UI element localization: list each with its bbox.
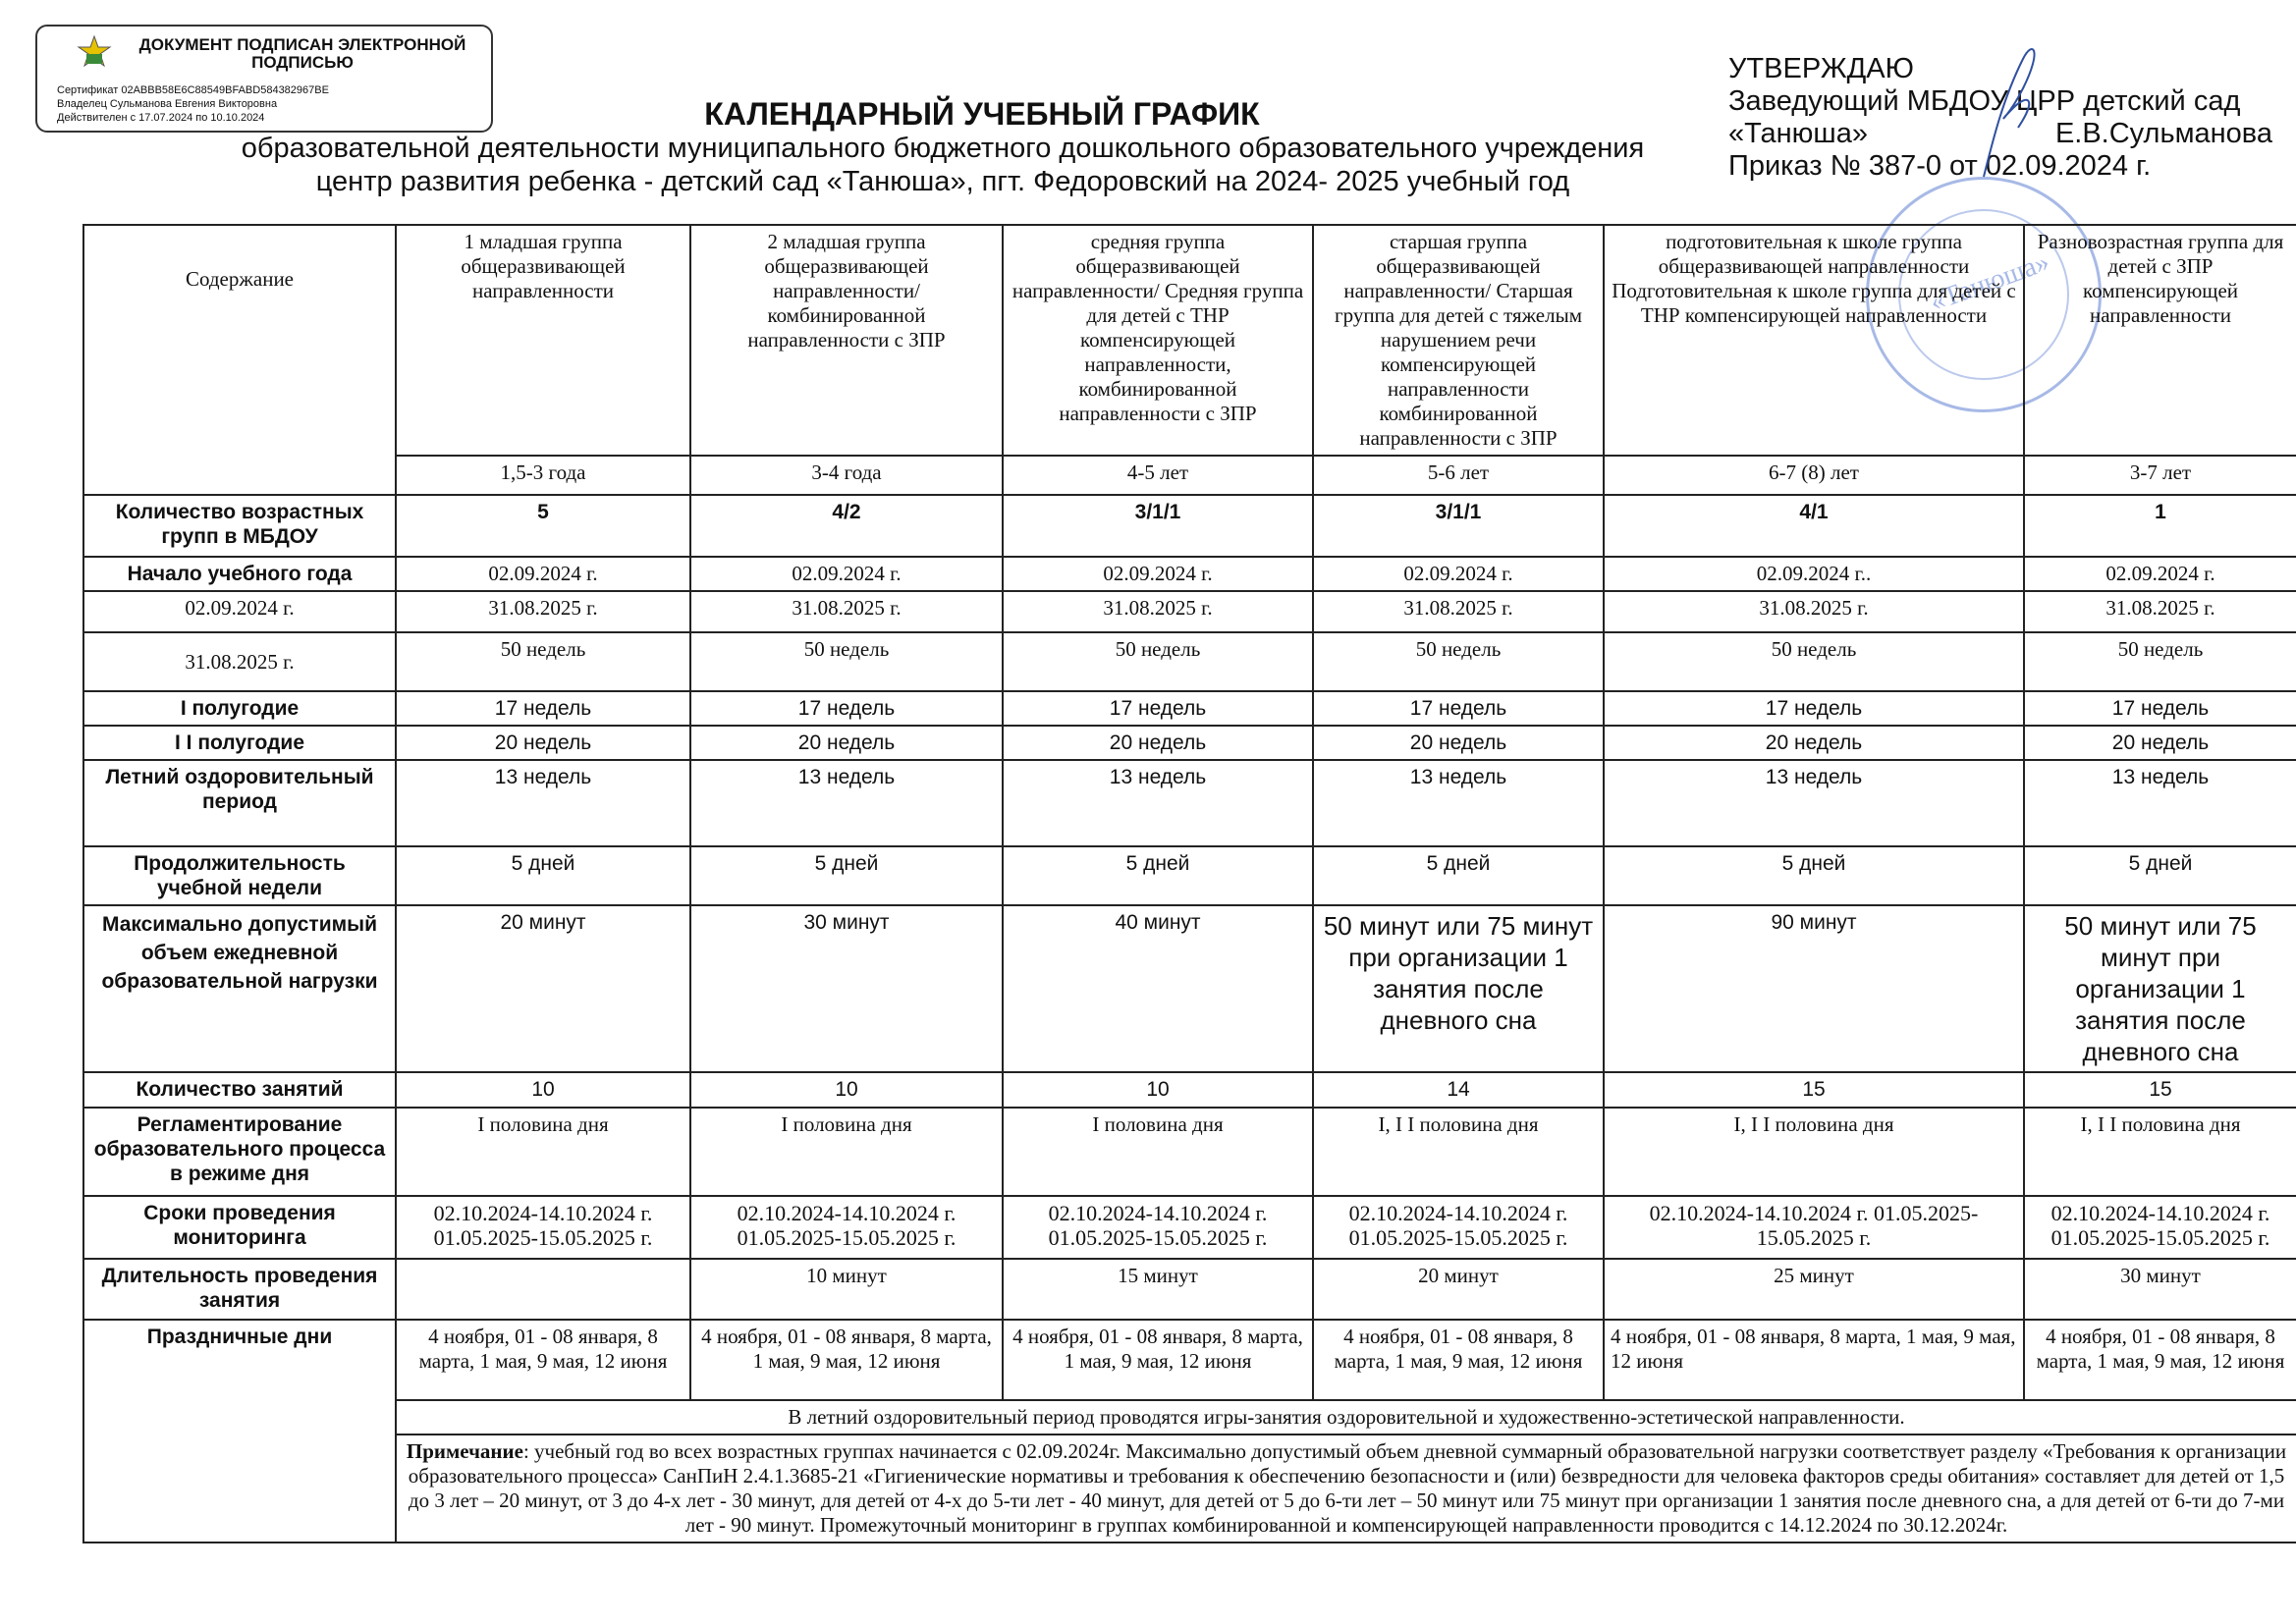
table-row xyxy=(83,1108,2296,1196)
table-row xyxy=(83,495,2296,557)
table-cell: 4 ноября, 01 - 08 января, 8 марта, 1 мая, 9 мая, 12 июня xyxy=(1313,1320,1604,1400)
table-cell: 50 недель xyxy=(1003,632,1313,691)
table-cell: 20 недель xyxy=(2024,726,2296,760)
table-cell: 17 недель xyxy=(396,691,690,726)
table-cell: I половина дня xyxy=(690,1108,1003,1196)
table-cell: 1 xyxy=(2024,495,2296,557)
table-row xyxy=(83,691,2296,726)
age-cell: 3-4 года xyxy=(690,456,1003,495)
approval-position: Заведующий МБДОУ ЦРР детский сад xyxy=(1728,85,2241,117)
table-cell: 02.10.2024-14.10.2024 г. 01.05.2025-15.05.2025 г. xyxy=(1604,1196,2024,1259)
row-label: I I полугодие xyxy=(83,726,396,760)
row-label: Начало учебного года xyxy=(83,557,396,591)
document-subtitle xyxy=(157,132,1728,198)
table-cell: 17 недель xyxy=(690,691,1003,726)
table-cell: 4/1 xyxy=(1604,495,2024,557)
table-cell: 20 минут xyxy=(1313,1259,1604,1320)
table-cell: 4 ноября, 01 - 08 января, 8 марта, 1 мая, 9 мая, 12 июня xyxy=(1604,1320,2024,1400)
document-title: КАЛЕНДАРНЫЙ УЧЕБНЫЙ ГРАФИК xyxy=(704,96,1260,132)
table-cell: 15 минут xyxy=(1003,1259,1313,1320)
table-cell: 31.08.2025 г. xyxy=(2024,591,2296,632)
table-cell: 5 дней xyxy=(396,846,690,905)
table-cell: 10 xyxy=(1003,1072,1313,1108)
table-cell: 10 xyxy=(396,1072,690,1108)
table-row xyxy=(83,1196,2296,1259)
table-cell: 17 недель xyxy=(2024,691,2296,726)
table-cell: 30 минут xyxy=(2024,1259,2296,1320)
table-cell: 02.10.2024-14.10.2024 г. 01.05.2025-15.05.2025 г. xyxy=(690,1196,1003,1259)
table-cell: 15 xyxy=(2024,1072,2296,1108)
table-cell: 02.09.2024 г.. xyxy=(1604,557,2024,591)
approval-order: Приказ № 387-0 от 02.09.2024 г. xyxy=(1728,150,2152,182)
subtitle-line-1: образовательной деятельности муниципального бюджетного дошкольного образовательного учреждения xyxy=(241,133,1645,164)
table-cell: 17 недель xyxy=(1313,691,1604,726)
row-label: Летний оздоровительный период xyxy=(83,760,396,846)
table-cell: 5 дней xyxy=(1003,846,1313,905)
table-cell: 5 дней xyxy=(690,846,1003,905)
table-row xyxy=(83,591,2296,632)
approval-org: «Танюша» xyxy=(1728,118,1868,149)
group-header: старшая группа общеразвивающей направленности/ Старшая группа для детей с тяжелым нарушением речи компенсирующей направленности комбинированной направленности с ЗПР xyxy=(1313,225,1604,456)
table-cell: 02.10.2024-14.10.2024 г. 01.05.2025-15.05.2025 г. xyxy=(1313,1196,1604,1259)
table-cell: 50 недель xyxy=(690,632,1003,691)
table-cell: 40 минут xyxy=(1003,905,1313,1072)
table-cell: 90 минут xyxy=(1604,905,2024,1072)
handwritten-signature xyxy=(1964,39,2052,187)
group-header: 1 младшая группа общеразвивающей направленности xyxy=(396,225,690,456)
table-cell: 31.08.2025 г. xyxy=(1003,591,1313,632)
ages-row xyxy=(83,456,2296,495)
table-cell: 50 минут или 75 минут при организации 1 занятия после дневного сна xyxy=(1313,905,1604,1072)
table-cell: 30 минут xyxy=(690,905,1003,1072)
seal-text: «Танюша» xyxy=(1926,246,2053,318)
age-cell: 1,5-3 года xyxy=(396,456,690,495)
approval-name: Е.В.Сульманова xyxy=(2054,118,2272,149)
content-header: Содержание xyxy=(83,225,396,495)
table-cell: 5 дней xyxy=(2024,846,2296,905)
row-label: Количество возрастных групп в МБДОУ xyxy=(83,495,396,557)
group-header: Разновозрастная группа для детей с ЗПР компенсирующей направленности xyxy=(2024,225,2296,456)
summer-note: В летний оздоровительный период проводятся игры-занятия оздоровительной и художественно-эстетической направленности. xyxy=(396,1400,2296,1435)
table-cell: 31.08.2025 г. xyxy=(690,591,1003,632)
table-row xyxy=(83,1320,2296,1400)
table-cell: 02.10.2024-14.10.2024 г. 01.05.2025-15.05.2025 г. xyxy=(396,1196,690,1259)
footnote xyxy=(396,1435,2296,1543)
group-header: 2 младшая группа общеразвивающей направленности/ комбинированной направленности с ЗПР xyxy=(690,225,1003,456)
age-cell: 5-6 лет xyxy=(1313,456,1604,495)
table-cell: I половина дня xyxy=(396,1108,690,1196)
table-cell: 02.09.2024 г. xyxy=(690,557,1003,591)
group-header: средняя группа общеразвивающей направленности/ Средняя группа для детей с ТНР компенсирующей направленности, комбинированной направленности с ЗПР xyxy=(1003,225,1313,456)
row-label: I полугодие xyxy=(83,691,396,726)
table-cell: 4 ноября, 01 - 08 января, 8 марта, 1 мая, 9 мая, 12 июня xyxy=(690,1320,1003,1400)
table-cell: 31.08.2025 г. xyxy=(1313,591,1604,632)
table-cell: 02.09.2024 г. xyxy=(1003,557,1313,591)
row-label: Продолжительность учебной недели xyxy=(83,846,396,905)
table-header-row xyxy=(83,225,2296,456)
table-row xyxy=(83,1435,2296,1543)
table-cell: 10 xyxy=(690,1072,1003,1108)
table-cell: 5 дней xyxy=(1313,846,1604,905)
table-cell: 17 недель xyxy=(1604,691,2024,726)
row-label: Максимально допустимый объем ежедневной образовательной нагрузки xyxy=(83,905,396,1072)
row-label: Регламентирование образовательного процесса в режиме дня xyxy=(83,1108,396,1196)
table-cell: 02.09.2024 г. xyxy=(2024,557,2296,591)
table-cell: I, I I половина дня xyxy=(2024,1108,2296,1196)
table-cell: 5 дней xyxy=(1604,846,2024,905)
table-cell: 20 недель xyxy=(1313,726,1604,760)
table-cell: 02.09.2024 г. xyxy=(1313,557,1604,591)
table-cell: 13 недель xyxy=(690,760,1003,846)
table-row xyxy=(83,760,2296,846)
group-header: подготовительная к школе группа общеразвивающей направленности Подготовительная к школе группа для детей с ТНР компенсирующей направленности xyxy=(1604,225,2024,456)
table-row xyxy=(83,726,2296,760)
table-cell: 13 недель xyxy=(1604,760,2024,846)
approval-heading: УТВЕРЖДАЮ xyxy=(1728,53,1914,84)
table-cell: 13 недель xyxy=(2024,760,2296,846)
table-cell: 20 недель xyxy=(1604,726,2024,760)
table-cell: 50 недель xyxy=(1604,632,2024,691)
table-cell: 20 недель xyxy=(690,726,1003,760)
table-cell: I половина дня xyxy=(1003,1108,1313,1196)
table-cell: 02.10.2024-14.10.2024 г. 01.05.2025-15.05.2025 г. xyxy=(1003,1196,1313,1259)
age-cell: 4-5 лет xyxy=(1003,456,1313,495)
table-cell: 25 минут xyxy=(1604,1259,2024,1320)
table-cell: 4/2 xyxy=(690,495,1003,557)
table-row xyxy=(83,1400,2296,1435)
stamp-owner: Владелец Сульманова Евгения Викторовна xyxy=(57,98,278,110)
table-cell: 31.08.2025 г. xyxy=(1604,591,2024,632)
table-cell: 31.08.2025 г. xyxy=(396,591,690,632)
table-cell: I, I I половина дня xyxy=(1313,1108,1604,1196)
table-row xyxy=(83,905,2296,1072)
age-cell: 6-7 (8) лет xyxy=(1604,456,2024,495)
stamp-cert: Сертификат 02ABBB58E6C88549BFABD584382967BE xyxy=(57,84,329,96)
table-cell: 4 ноября, 01 - 08 января, 8 марта, 1 мая, 9 мая, 12 июня xyxy=(396,1320,690,1400)
emblem-icon xyxy=(77,34,112,70)
table-cell: 4 ноября, 01 - 08 января, 8 марта, 1 мая, 9 мая, 12 июня xyxy=(1003,1320,1313,1400)
table-row xyxy=(83,846,2296,905)
footnote-label: Примечание xyxy=(406,1439,523,1463)
table-cell: 13 недель xyxy=(1003,760,1313,846)
table-cell: 02.10.2024-14.10.2024 г. 01.05.2025-15.05.2025 г. xyxy=(2024,1196,2296,1259)
stamp-valid: Действителен с 17.07.2024 по 10.10.2024 xyxy=(57,112,265,124)
row-label: Праздничные дни xyxy=(83,1320,396,1543)
table-cell: 15 xyxy=(1604,1072,2024,1108)
table-cell: I, I I половина дня xyxy=(1604,1108,2024,1196)
schedule-table xyxy=(82,224,2296,1543)
table-cell: 5 xyxy=(396,495,690,557)
table-cell: 50 недель xyxy=(396,632,690,691)
table-row xyxy=(83,1259,2296,1320)
row-label: 02.09.2024 г. xyxy=(83,591,396,632)
footnote-text: : учебный год во всех возрастных группах начинается с 02.09.2024г. Максимально допустимый объем дневной суммарный образовательной нагрузки соответствует разделу «Требования к организации образовательного процесса» СанПиН 2.4.1.3685-21 «Гигиенические нормативы и требования к обеспечению безопасности и (или) безвредности для человека факторов среды обитания» составляет для детей от 1,5 до 3 лет – 20 минут, от 3 до 4-х лет - 30 минут, для детей от 4-х до 5-ти лет - 40 минут, для детей от 5 до 6-ти лет – 50 минут или 75 минут при организации 1 занятия после дневного сна, а для детей от 6-ти до 7-ми лет - 90 минут. Промежуточный мониторинг в группах комбинированной и компенсирующей направленности проводится с 14.12.2024 по 30.12.2024г. xyxy=(408,1439,2287,1537)
table-cell: 20 недель xyxy=(1003,726,1313,760)
row-label: 31.08.2025 г. xyxy=(83,632,396,691)
age-cell: 3-7 лет xyxy=(2024,456,2296,495)
table-row xyxy=(83,557,2296,591)
table-cell: 14 xyxy=(1313,1072,1604,1108)
table-cell: 50 минут или 75 минут при организации 1 занятия после дневного сна xyxy=(2024,905,2296,1072)
table-cell: 50 недель xyxy=(1313,632,1604,691)
table-cell: 4 ноября, 01 - 08 января, 8 марта, 1 мая, 9 мая, 12 июня xyxy=(2024,1320,2296,1400)
table-cell: 13 недель xyxy=(396,760,690,846)
row-label: Количество занятий xyxy=(83,1072,396,1108)
table-cell: 10 минут xyxy=(690,1259,1003,1320)
table-cell: 20 недель xyxy=(396,726,690,760)
table-cell: 50 недель xyxy=(2024,632,2296,691)
subtitle-line-2: центр развития ребенка - детский сад «Танюша», пгт. Федоровский на 2024- 2025 учебный год xyxy=(315,166,1570,197)
table-row xyxy=(83,1072,2296,1108)
table-cell: 20 минут xyxy=(396,905,690,1072)
table-cell: 17 недель xyxy=(1003,691,1313,726)
table-cell xyxy=(396,1259,690,1320)
table-cell: 3/1/1 xyxy=(1313,495,1604,557)
row-label: Сроки проведения мониторинга xyxy=(83,1196,396,1259)
table-row xyxy=(83,632,2296,691)
stamp-title: ДОКУМЕНТ ПОДПИСАН ЭЛЕКТРОННОЙ ПОДПИСЬЮ xyxy=(138,35,466,72)
row-label: Длительность проведения занятия xyxy=(83,1259,396,1320)
table-cell: 13 недель xyxy=(1313,760,1604,846)
table-cell: 3/1/1 xyxy=(1003,495,1313,557)
table-cell: 02.09.2024 г. xyxy=(396,557,690,591)
